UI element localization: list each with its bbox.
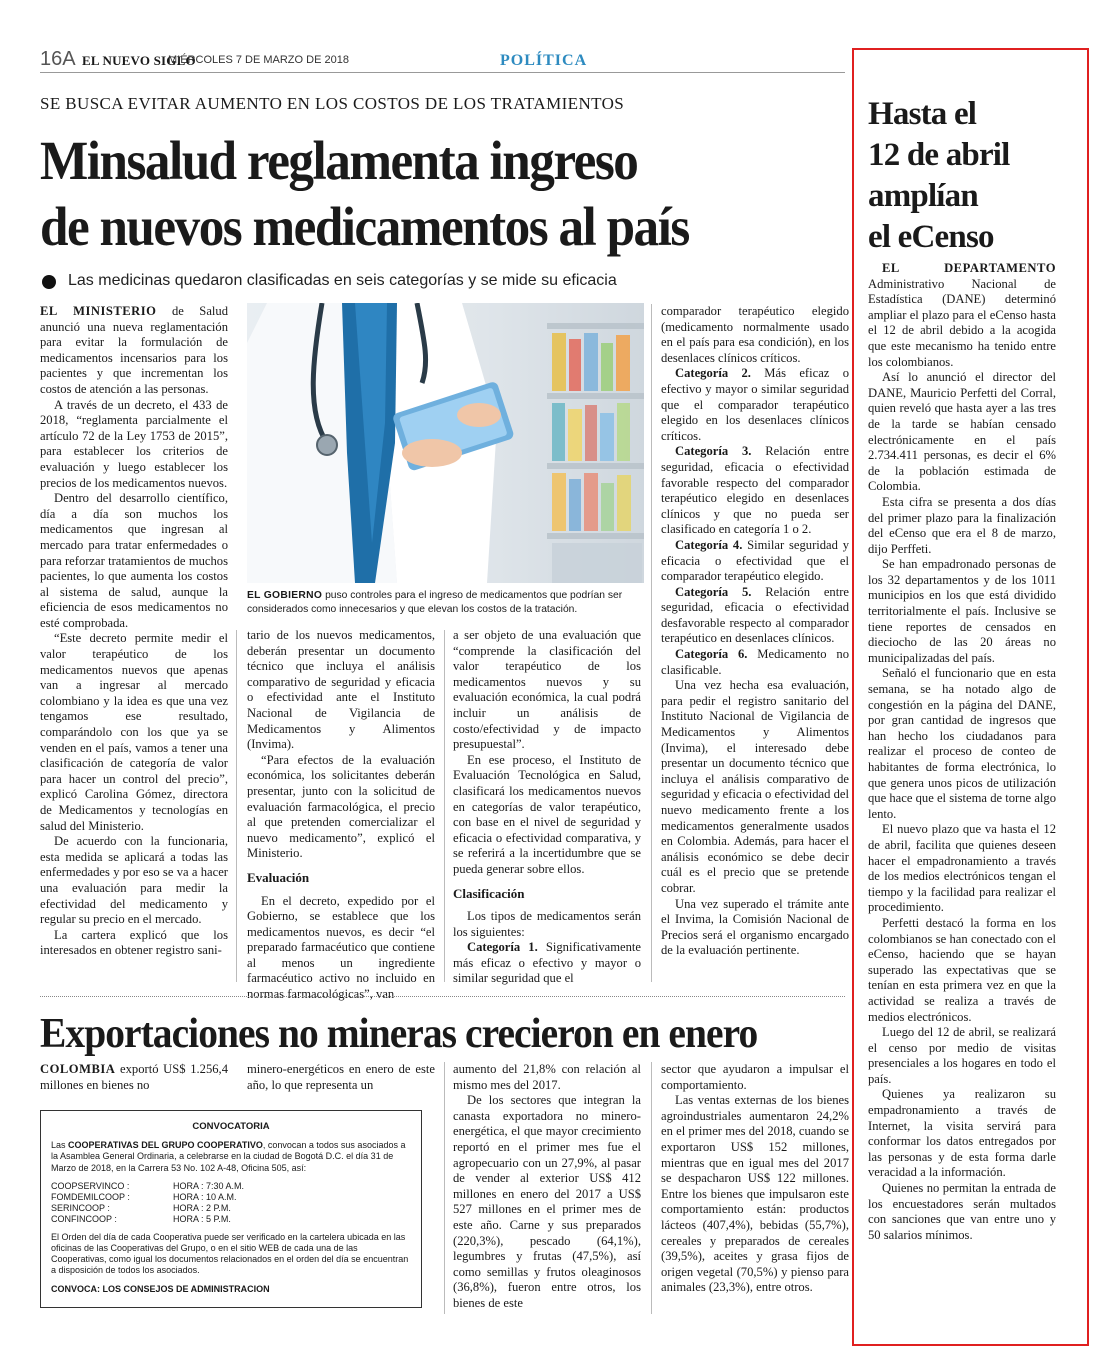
paragraph: minero-energéticos en enero de este año, lo que representa un [247,1062,435,1092]
paragraph: Quienes ya realizaron su empadronamiento a través de Internet, la visita servirá para conformar los datos entregados por las personas y de esta forma darle veracidad a la información. [868,1087,1056,1180]
notice-title: CONVOCATORIA [192,1121,270,1132]
schedule-table [51,1181,248,1225]
sidebar-headline-line: amplían [868,178,978,214]
paragraph: Las ventas externas de los bienes agroindustriales aumentaron 24,2% en el primer mes del 2018, cuando se exportaron US$ 152 millones, mientras que en igual mes del 2017 se despacharon US$ 122 millones. Entre los bienes que impulsaron este comportamiento están: productos lácteos (407,4%), bebidas (55,7%), cereales y preparados de cereales (39,5%), aceites y grasa fijos de origen vegetal (70,5%) y pienso para animales (23,3%), entre otros. [661,1093,849,1295]
paragraph: “Para efectos de la evaluación económica, los solicitantes deberán presentar, junto con la solicitud de evaluación farmacológica, el precio al que pretenden comercializar el nuevo medicamento”, explicó el Ministerio. [247,752,435,861]
paragraph: sector que ayudaron a impulsar el comportamiento. [661,1062,849,1092]
subsection-heading: Evaluación [247,869,310,885]
second-headline: Exportaciones no mineras crecieron en enero [40,1011,758,1057]
paragraph: En el decreto, expedido por el Gobierno, se establece que los medicamentos nuevos, es decir “el preparado farmacéutico que contiene al menos un ingrediente farmacéutico activo no incluido en normas farmacológicas”, van [247,893,435,1002]
export-column-2 [247,1062,435,1093]
sidebar-headline-line: Hasta el [868,96,977,132]
subheadline: Las medicinas quedaron clasificadas en seis categorías y se mide su eficacia [68,272,617,289]
sidebar-headline [868,94,1078,258]
notice-body [41,1140,421,1295]
category-label: Categoría 1. [467,940,538,955]
table-row: FOMDEMILCOOP : HORA : 10 A.M. [51,1191,237,1202]
notice-intro: Las COOPERATIVAS DEL GRUPO COOPERATIVO, convocan a todos sus asociados a la Asamblea General Ordinaria, a celebrarse en la ciudad de Bogotá D.C. el día 31 de Marzo de 2018, en la Carrera 53 No. 102 A-48, Oficina 505, así: [51,1140,406,1173]
category-label: Categoría 2. [675,366,751,381]
paragraph: a ser objeto de una evaluación que “comprende la clasificación del valor terapéutico de los medicamentos nuevos y su evaluación económica, la cual podrá incluir un análisis de costo/efectividad y de impacto presupuestal”. [453,628,641,752]
notice-footer: CONVOCA: LOS CONSEJOS DE ADMINISTRACION [51,1283,270,1294]
kicker: SE BUSCA EVITAR AUMENTO EN LOS COSTOS DE LOS TRATAMIENTOS [40,94,625,113]
paragraph: Relación entre seguridad, eficacia o efectividad desfavorable respecto al comparador terapéutico en desenlaces clínicos. [661,584,849,646]
main-headline [40,128,793,260]
caption-text: puso controles para el ingreso de medicamentos que podrían ser considerados como innecesarios y que elevan los costos de la tratación. [247,590,623,615]
paragraph: Una vez superado el trámite ante el Invima, la Comisión Nacional de Precios será el organismo encargado de la evaluación pertinente. [661,896,849,958]
sidebar-headline-line: 12 de abril [868,137,1010,173]
section-divider [40,996,845,997]
column-rule [651,304,652,982]
page-number: 16A [40,48,76,70]
paragraph: Administrativo Nacional de Estadística (DANE) determinó ampliar el plazo para el eCenso hasta el 12 de abril debido a la acogida que este mecanismo ha tenido entre los colombianos. [868,276,1056,369]
paragraph: Los tipos de medicamentos serán los siguientes: [453,909,641,939]
category-label: Categoría 3. [675,444,752,459]
article-column-4 [661,304,849,959]
lead-in: EL DEPARTAMENTO [882,261,1056,275]
newspaper-name: EL NUEVO SIGLO [82,53,196,68]
doctor-photo-image [247,303,644,583]
header-rule [40,72,845,73]
paragraph: Así lo anunció el director del DANE, Mauricio Perfetti del Corral, quien reveló que hasta ayer a las tres de la tarde se habían censado electrónicamente en el país 2.734.411 personas, es decir el 6% de la población estimada de Colombia. [868,370,1056,494]
paragraph: comparador terapéutico elegido (medicamento normalmente usado en el país para esa condición), en los desenlaces clínicos críticos. [661,304,849,365]
paragraph: Luego del 12 de abril, se realizará el censo por medio de visitas presenciales a los hogares en todo el país. [868,1025,1056,1086]
paragraph: Quienes no permitan la entrada de los encuestadores serán multados con sanciones que van entre uno y 50 salarios mínimos. [868,1181,1056,1242]
category-label: Categoría 5. [675,584,752,599]
export-column-1 [40,1062,228,1093]
article-column-2 [247,628,435,1003]
lead-in: COLOMBIA [40,1062,116,1076]
export-column-4 [661,1062,849,1296]
subsection-heading: Clasificación [453,885,525,901]
paragraph: de Salud anunció una nueva reglamentación para evitar la formulación de medicamentos incensarios para los pacientes y que incrementan los costos de atención a las personas. [40,304,228,396]
paragraph: Más eficaz o efectivo y mayor o similar seguridad que el comparador terapéutico elegido en los desenlaces clínicos críticos. [661,366,850,443]
paragraph: Similar seguridad y eficacia o efectividad que el comparador terapéutico elegido. [661,537,849,584]
paragraph: Esta cifra se presenta a dos días del primer plazo para la finalización del eCenso que era el 8 de marzo, dijo Perffeti. [868,494,1056,556]
column-rule [444,630,445,982]
caption-lead-in: EL GOBIERNO [247,590,323,601]
sidebar-column [868,261,1056,1243]
category-label: Categoría 4. [675,537,743,552]
issue-date: MIÉRCOLES 7 DE MARZO DE 2018 [168,54,349,66]
paragraph: El nuevo plazo que va hasta el 12 de abril, facilita que quienes deseen hacer el empadronamiento a través de los medios electrónicos tengan el tiempo y la facilidad para realizar el procedimiento. [868,822,1056,915]
article-column-3 [453,628,641,987]
column-rule [651,1062,652,1314]
paragraph: Una vez hecha esa evaluación, para pedir el registro sanitario del Instituto Nacional de Vigilancia de Medicamentos y Alimentos (Invima), el interesado debe presentar un documento técnico que incluya el análisis comparativo de seguridad y eficacia o efectividad del nuevo medicamento frente a los medicamentos generalmente usados en Colombia. Además, para hacer el análisis económico se debe decir cuál es el precio que se pretende cobrar. [661,678,849,895]
main-headline-line-1: Minsalud reglamenta ingreso [40,130,638,191]
paragraph: En ese proceso, el Instituto de Evaluación Tecnológica en Salud, clasificará los medicamentos nuevos en categorías de valor terapéutico, con base en el nivel de seguridad y eficacia o efectividad comparativa, y se referirá a la incertidumbre que se pueda generar sobre ellos. [453,752,641,876]
category-label: Categoría 6. [675,647,748,662]
paragraph: tario de los nuevos medicamentos, deberán presentar un documento técnico que incluya el análisis comparativo de seguridad y eficacia o efectividad ante el Instituto Nacional de Vigilancia de Medicamentos y Alimentos (Invima). [247,628,435,752]
paragraph: A través de un decreto, el 433 de 2018, “reglamenta parcialmente el artículo 72 de la Ley 1753 de 2015”, para establecer los criterios de evaluación y luego establecer los precios de los medicamentos nuevos. [40,397,228,490]
column-rule [236,630,237,982]
paragraph: Perfetti destacó la forma en los colombianos se han conectado con el eCenso, haciendo que se hayan superado las expectativas que se tenían en esta primera vez en que la actividad se realiza a través de medios electrónicos. [868,915,1056,1024]
sidebar-headline-line: el eCenso [868,219,994,255]
lead-in: EL MINISTERIO [40,304,157,318]
photo-caption [247,589,644,616]
paragraph: exportó US$ 1.256,4 millones en bienes no [40,1062,228,1092]
paragraph: La cartera explicó que los interesados en obtener registro sani- [40,927,228,958]
paragraph: Se han empadronado personas de los 32 departamentos y de los 1011 municipios en los que está dividido territorialmente el país. Inclusive se tiene reportes de censados en dieciocho de las 20 áreas no municipalizadas del país. [868,557,1056,665]
paragraph: Medicamento no clasificable. [661,647,849,677]
table-row: CONFINCOOP : HORA : 5 P.M. [51,1213,231,1224]
export-column-3 [453,1062,641,1312]
section-name: POLÍTICA [500,52,588,69]
paragraph: aumento del 21,8% con relación al mismo mes del 2017. [453,1062,641,1092]
table-row: SERINCOOP : HORA : 2 P.M. [51,1202,231,1213]
notice-text: El Orden del día de cada Cooperativa puede ser verificado en la cartelera ubicada en las oficinas de las Cooperativas del Grupo, o en el sitio WEB de cada una de las Cooperativas, como igual los documentos relacionados en el orden del día se encuentran a disposición de todos los asociados. [51,1231,409,1276]
paragraph: Señaló el funcionario que en esta semana, se ha notado algo de congestión en la página del DANE, por gran cantidad de ingresos que han hecho los ciudadanos para realizar el proceso de conteo de habitantes de forma electrónica, lo que genera unos picos de utilización que hace que el sistema de torne algo lento. [868,666,1056,821]
article-column-1 [40,304,228,959]
notice-box [40,1110,422,1308]
paragraph: Relación entre seguridad, eficacia o efectividad favorable respecto del comparador terapéutico elegido en desenlaces clínicos y que no pueda ser clasificado en categoría 1 o 2. [661,444,849,537]
column-rule [444,1062,445,1314]
paragraph: “Este decreto permite medir el valor terapéutico de los medicamentos nuevos que apenas van a ingresar al mercado colombiano y la idea es que una vez tengamos ese resultado, comparándolo con los que ya se venden en el país, vamos a tener una clasificación de categoría de valor para hacer un control del precio”, explicó Carolina Gómez, directora de Medicamentos y tecnologías en salud del Ministerio. [40,631,228,833]
paragraph: Significativamente más eficaz o efectivo y mayor o similar seguridad que el [453,940,641,986]
paragraph: De acuerdo con la funcionaria, esta medida se aplicará a todas las enfermedades y por eso se va a hacer una evaluación para medir la efectividad del medicamento y regular su precio en el mercado. [40,834,228,927]
table-row: COOPSERVINCO : HORA : 7:30 A.M. [51,1180,245,1191]
paragraph: De los sectores que integran la canasta exportadora no minero-energética, el que mayor crecimiento reportó en el primer mes fue el agropecuario con un 27,9%, al pasar de vender al exterior US$ 412 millones en enero del 2017 a US$ 527 millones en el primer mes de este año. Carne y sus preparados (220,3%), pescado (64,1%), legumbres y frutas (47,5%), así como semillas y frutos oleaginosos (36,8%), fueron entre otros, los bienes de este [453,1093,641,1310]
bullet-icon [42,275,56,289]
main-headline-line-2: de nuevos medicamentos al país [40,196,689,257]
paragraph: Dentro del desarrollo científico, día a día son muchos los medicamentos que ingresan al mercado para tratar enfermedades o para reforzar tratamientos de muchos pacientes, lo que aumenta los costos al sistema de salud, aunque la eficiencia de esos medicamentos no esté comprobada. [40,491,228,630]
doctor-photo [247,303,644,583]
